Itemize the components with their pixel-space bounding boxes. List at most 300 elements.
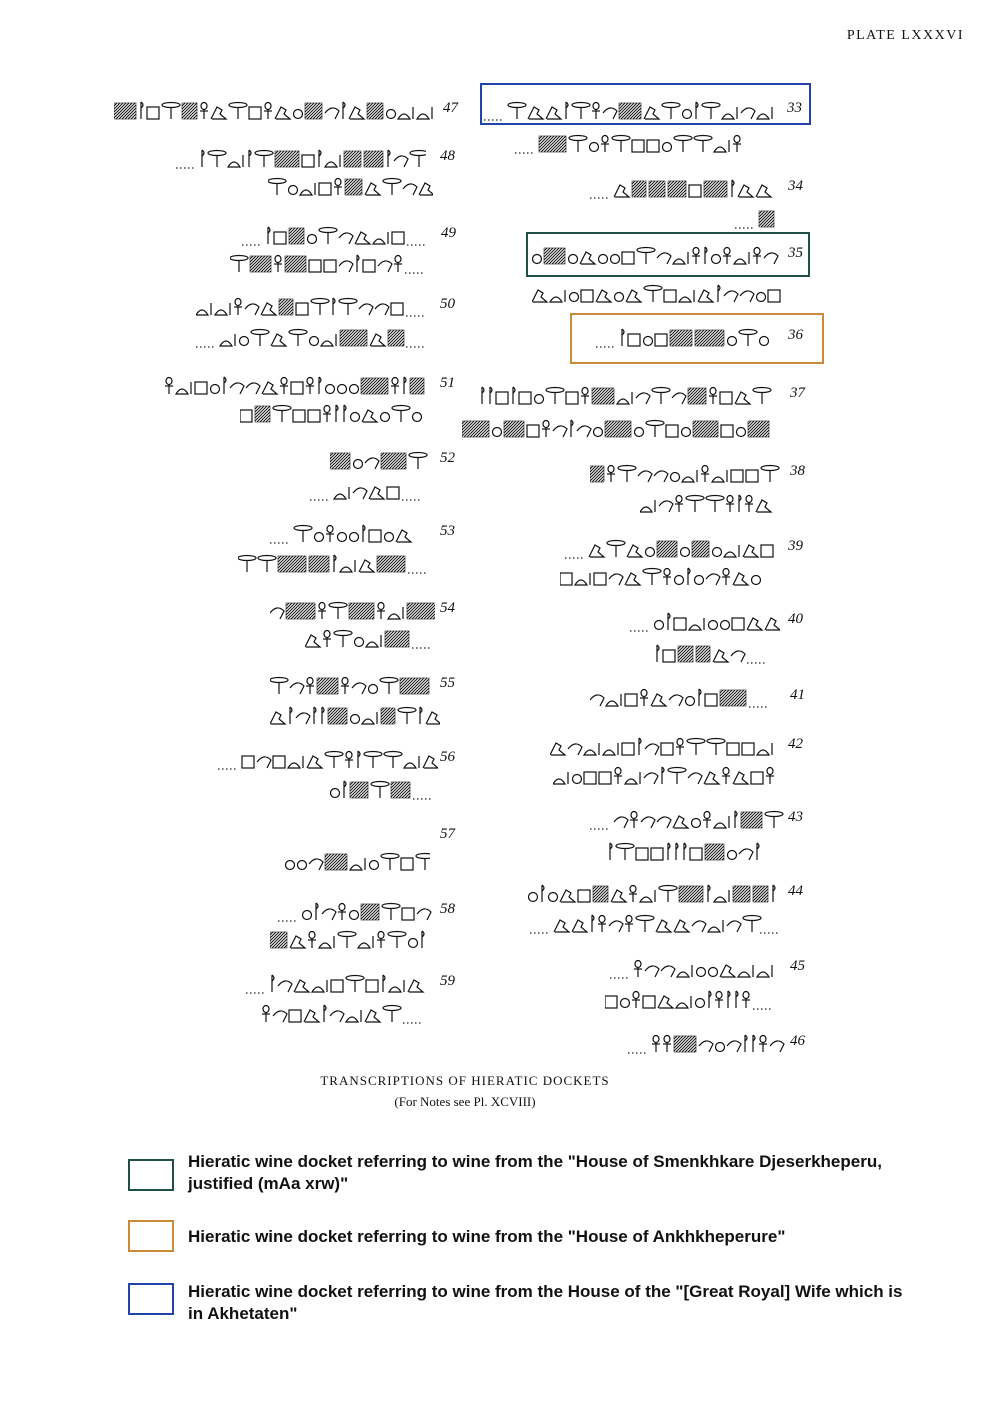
- docket-glyph-line: [176, 145, 426, 171]
- hieroglyph-stroke: [679, 886, 685, 892]
- hieroglyph-stroke: [337, 693, 338, 694]
- hieroglyph-stroke: [317, 678, 332, 693]
- hieroglyph-stroke: [504, 421, 519, 436]
- hieroglyph-stroke: [633, 992, 639, 999]
- hieroglyph-stroke: [285, 256, 288, 259]
- hieroglyph-stroke: [391, 782, 406, 797]
- hieroglyph-stroke: [659, 886, 677, 891]
- hieroglyph-stroke: [743, 545, 758, 557]
- hieroglyph-stroke: [705, 844, 720, 859]
- hieroglyph-stroke: [367, 103, 370, 106]
- hieroglyph-stroke: [699, 1041, 713, 1052]
- hieroglyph-stroke: [590, 695, 604, 706]
- hieroglyph-stroke: [372, 156, 383, 167]
- hieroglyph-stroke: [693, 421, 699, 427]
- hieroglyph-stroke: [672, 393, 686, 404]
- docket-glyph-line: [268, 173, 433, 199]
- hieroglyph-stroke: [125, 108, 136, 119]
- hieroglyph-stroke: [632, 181, 638, 187]
- hieroglyph-stroke: [708, 927, 720, 932]
- hieroglyph-svg: [655, 640, 775, 666]
- hieroglyph-stroke: [345, 179, 362, 195]
- hieroglyph-stroke: [407, 603, 410, 606]
- hieroglyph-stroke: [385, 631, 388, 634]
- docket-number: 54: [440, 600, 455, 616]
- hieroglyph-stroke: [389, 718, 395, 724]
- hieroglyph-stroke: [589, 545, 604, 557]
- hieroglyph-stroke: [668, 181, 671, 184]
- hieroglyph-stroke: [294, 980, 309, 992]
- hieroglyph-stroke: [289, 1010, 301, 1022]
- hieroglyph-stroke: [419, 183, 433, 195]
- hieroglyph-stroke: [664, 290, 676, 302]
- hieroglyph-stroke: [636, 848, 648, 860]
- hieroglyph-stroke: [333, 856, 347, 870]
- hieroglyph-svg: [480, 382, 780, 408]
- hieroglyph-stroke: [757, 293, 766, 302]
- hieroglyph-stroke: [767, 901, 768, 902]
- hieroglyph-stroke: [569, 136, 587, 141]
- hieroglyph-stroke: [696, 646, 699, 649]
- hieroglyph-stroke: [697, 968, 706, 977]
- hieroglyph-stroke: [737, 428, 746, 437]
- hieroglyph-stroke: [705, 844, 711, 850]
- hieroglyph-stroke: [676, 1003, 688, 1008]
- hieroglyph-stroke: [381, 708, 384, 711]
- hieroglyph-stroke: [529, 893, 538, 902]
- hieroglyph-stroke: [759, 211, 765, 217]
- hieroglyph-stroke: [327, 526, 333, 533]
- hieroglyph-stroke: [720, 965, 735, 977]
- hieroglyph-stroke: [380, 678, 398, 683]
- docket-glyph-line: [330, 776, 440, 802]
- docket-glyph-line: [532, 280, 782, 306]
- plate-label: PLATE LXXXVI: [846, 28, 964, 43]
- hieroglyph-stroke: [731, 691, 746, 706]
- hieroglyph-stroke: [716, 1043, 725, 1052]
- hieroglyph-svg: [330, 447, 435, 473]
- hieroglyph-stroke: [603, 393, 614, 404]
- hieroglyph-stroke: [698, 290, 713, 302]
- hieroglyph-stroke: [410, 379, 424, 393]
- hieroglyph-stroke: [255, 406, 270, 421]
- hieroglyph-svg: [240, 400, 435, 426]
- hieroglyph-stroke: [674, 1036, 680, 1042]
- hieroglyph-stroke: [674, 920, 689, 932]
- hieroglyph-svg: [196, 324, 426, 350]
- hieroglyph-stroke: [279, 299, 282, 302]
- docket-number: 40: [788, 611, 803, 627]
- hieroglyph-stroke: [377, 556, 383, 562]
- hieroglyph-stroke: [298, 861, 307, 870]
- docket-glyph-line: [610, 955, 785, 981]
- hieroglyph-stroke: [703, 551, 709, 557]
- hieroglyph-stroke: [423, 756, 438, 768]
- hieroglyph-stroke: [518, 431, 524, 437]
- hieroglyph-stroke: [549, 893, 558, 902]
- hieroglyph-svg: [114, 97, 444, 123]
- hieroglyph-stroke: [392, 455, 406, 469]
- hieroglyph-stroke: [166, 378, 172, 385]
- hieroglyph-stroke: [346, 1017, 358, 1022]
- hieroglyph-stroke: [242, 756, 254, 768]
- hieroglyph-stroke: [692, 541, 707, 556]
- docket-glyph-line: [270, 672, 435, 698]
- hieroglyph-stroke: [662, 542, 677, 557]
- docket-number: 59: [440, 973, 455, 989]
- hieroglyph-svg: [590, 175, 780, 201]
- docket-glyph-line: [735, 205, 780, 231]
- hieroglyph-stroke: [401, 858, 413, 870]
- hieroglyph-stroke: [274, 232, 286, 244]
- hieroglyph-stroke: [692, 541, 695, 544]
- hieroglyph-stroke: [240, 337, 249, 346]
- docket-number: 34: [788, 178, 803, 194]
- hieroglyph-stroke: [388, 330, 403, 345]
- hieroglyph-stroke: [761, 827, 762, 828]
- hieroglyph-stroke: [761, 466, 779, 471]
- hieroglyph-stroke: [609, 574, 623, 585]
- hieroglyph-stroke: [706, 554, 709, 557]
- hieroglyph-stroke: [289, 228, 295, 234]
- hieroglyph-stroke: [695, 576, 704, 585]
- hieroglyph-svg: [640, 490, 780, 516]
- hieroglyph-svg: [735, 205, 780, 231]
- hieroglyph-stroke: [753, 886, 759, 892]
- hieroglyph-stroke: [270, 678, 288, 683]
- hieroglyph-stroke: [713, 548, 722, 557]
- hieroglyph-stroke: [657, 541, 672, 556]
- hieroglyph-stroke: [751, 772, 763, 784]
- hieroglyph-stroke: [504, 421, 507, 424]
- hieroglyph-stroke: [744, 896, 750, 902]
- hieroglyph-stroke: [362, 719, 374, 724]
- docket-glyph-line: [262, 1000, 432, 1026]
- hieroglyph-stroke: [593, 886, 596, 889]
- hieroglyph-stroke: [388, 614, 400, 619]
- hieroglyph-stroke: [676, 496, 682, 503]
- hieroglyph-stroke: [305, 635, 320, 647]
- hieroglyph-stroke: [278, 556, 281, 559]
- hieroglyph-stroke: [378, 919, 379, 920]
- hieroglyph-stroke: [603, 750, 615, 755]
- hieroglyph-stroke: [752, 576, 761, 585]
- hieroglyph-stroke: [344, 151, 347, 154]
- hieroglyph-stroke: [721, 425, 733, 437]
- hieroglyph-stroke: [594, 573, 606, 585]
- docket-number: 55: [440, 675, 455, 691]
- hieroglyph-stroke: [381, 413, 390, 422]
- hieroglyph-stroke: [356, 189, 362, 195]
- hieroglyph-stroke: [246, 383, 260, 394]
- hieroglyph-stroke: [300, 190, 312, 195]
- hieroglyph-stroke: [384, 752, 402, 757]
- hieroglyph-stroke: [350, 911, 359, 920]
- hieroglyph-stroke: [759, 211, 762, 214]
- highlight-box-orange: [570, 313, 824, 364]
- hieroglyph-stroke: [727, 743, 739, 755]
- hieroglyph-stroke: [731, 651, 745, 662]
- hieroglyph-stroke: [335, 454, 350, 469]
- hieroglyph-stroke: [350, 782, 365, 797]
- hieroglyph-stroke: [289, 186, 298, 195]
- hieroglyph-stroke: [308, 235, 317, 244]
- hieroglyph-stroke: [578, 890, 590, 902]
- hieroglyph-stroke: [238, 556, 256, 561]
- hieroglyph-stroke: [340, 330, 343, 333]
- hieroglyph-stroke: [400, 678, 415, 693]
- docket-number: 42: [788, 736, 803, 752]
- hieroglyph-stroke: [340, 567, 352, 572]
- hieroglyph-stroke: [713, 849, 724, 860]
- hieroglyph-stroke: [346, 152, 361, 167]
- hieroglyph-stroke: [275, 151, 281, 157]
- hieroglyph-stroke: [338, 932, 356, 937]
- hieroglyph-stroke: [395, 256, 401, 263]
- hieroglyph-stroke: [396, 784, 410, 798]
- hieroglyph-stroke: [309, 613, 315, 619]
- hieroglyph-stroke: [756, 500, 771, 512]
- docket-glyph-line: [196, 324, 426, 350]
- hieroglyph-stroke: [409, 939, 418, 948]
- hieroglyph-stroke: [408, 646, 409, 647]
- hieroglyph-stroke: [649, 181, 664, 196]
- hieroglyph-stroke: [305, 103, 322, 119]
- hieroglyph-stroke: [602, 136, 608, 143]
- docket-glyph-line: [628, 1030, 788, 1056]
- hieroglyph-stroke: [370, 861, 379, 870]
- highlight-box-green: [526, 232, 810, 277]
- hieroglyph-stroke: [727, 921, 741, 932]
- hieroglyph-stroke: [285, 256, 300, 271]
- hieroglyph-stroke: [364, 151, 367, 154]
- hieroglyph-stroke: [377, 556, 380, 559]
- hieroglyph-stroke: [330, 453, 336, 459]
- hieroglyph-stroke: [309, 260, 321, 272]
- legend-swatch-blue: [128, 1283, 174, 1315]
- hieroglyph-stroke: [734, 136, 740, 143]
- hieroglyph-stroke: [211, 107, 226, 119]
- hieroglyph-svg: [630, 608, 780, 634]
- docket-number: 58: [440, 901, 455, 917]
- hieroglyph-stroke: [767, 768, 773, 775]
- hieroglyph-stroke: [208, 151, 226, 156]
- hieroglyph-stroke: [679, 886, 682, 889]
- hieroglyph-stroke: [641, 690, 647, 697]
- hieroglyph-stroke: [344, 151, 359, 166]
- hieroglyph-stroke: [593, 886, 608, 901]
- hieroglyph-stroke: [770, 1041, 784, 1052]
- hieroglyph-svg: [532, 280, 782, 306]
- hieroglyph-stroke: [359, 192, 362, 195]
- hieroglyph-stroke: [270, 932, 276, 938]
- hieroglyph-stroke: [330, 453, 333, 456]
- hieroglyph-stroke: [705, 844, 708, 847]
- hieroglyph-stroke: [688, 388, 703, 403]
- hieroglyph-stroke: [366, 642, 378, 647]
- hieroglyph-stroke: [740, 291, 754, 302]
- hieroglyph-stroke: [396, 530, 411, 542]
- hieroglyph-stroke: [702, 466, 708, 473]
- hieroglyph-stroke: [625, 779, 637, 784]
- hieroglyph-stroke: [258, 556, 276, 561]
- hieroglyph-stroke: [577, 426, 591, 437]
- hieroglyph-stroke: [324, 631, 330, 638]
- hieroglyph-stroke: [310, 337, 319, 346]
- hieroglyph-stroke: [521, 434, 524, 437]
- hieroglyph-stroke: [338, 533, 347, 542]
- hieroglyph-stroke: [741, 812, 747, 818]
- hieroglyph-stroke: [663, 143, 672, 152]
- hieroglyph-stroke: [649, 181, 652, 184]
- hieroglyph-stroke: [328, 708, 331, 711]
- hieroglyph-svg: [550, 733, 785, 759]
- hieroglyph-stroke: [365, 458, 379, 469]
- hieroglyph-stroke: [599, 916, 605, 923]
- hieroglyph-stroke: [426, 712, 440, 724]
- hieroglyph-stroke: [606, 701, 618, 706]
- hieroglyph-stroke: [646, 548, 655, 557]
- hieroglyph-svg: [268, 173, 433, 199]
- docket-glyph-line: [270, 597, 435, 623]
- hieroglyph-stroke: [768, 290, 780, 302]
- hieroglyph-stroke: [635, 428, 644, 437]
- hieroglyph-svg: [218, 746, 438, 772]
- hieroglyph-stroke: [661, 966, 675, 977]
- hieroglyph-svg: [608, 838, 773, 864]
- hieroglyph-stroke: [275, 151, 290, 166]
- hieroglyph-stroke: [295, 561, 306, 572]
- hieroglyph-stroke: [679, 886, 694, 901]
- hieroglyph-stroke: [688, 773, 702, 784]
- docket-glyph-line: [605, 986, 775, 1012]
- hieroglyph-stroke: [663, 650, 675, 662]
- hieroglyph-stroke: [765, 618, 780, 630]
- hieroglyph-stroke: [705, 403, 706, 404]
- hieroglyph-stroke: [387, 487, 399, 499]
- hieroglyph-stroke: [308, 410, 320, 422]
- hieroglyph-stroke: [674, 554, 677, 557]
- hieroglyph-svg: [553, 762, 783, 788]
- hieroglyph-stroke: [324, 260, 336, 272]
- hieroglyph-stroke: [765, 812, 783, 817]
- hieroglyph-stroke: [255, 406, 261, 412]
- hieroglyph-svg: [270, 926, 440, 952]
- hieroglyph-stroke: [679, 297, 691, 302]
- legend-item-blue: [128, 1281, 908, 1325]
- hieroglyph-stroke: [325, 854, 328, 857]
- hieroglyph-stroke: [389, 987, 401, 992]
- hieroglyph-stroke: [391, 782, 397, 788]
- hieroglyph-stroke: [714, 147, 726, 152]
- hieroglyph-stroke: [317, 678, 320, 681]
- hieroglyph-stroke: [746, 470, 758, 482]
- hieroglyph-stroke: [746, 496, 752, 503]
- hieroglyph-stroke: [250, 256, 256, 262]
- hieroglyph-svg: [330, 776, 440, 802]
- hieroglyph-stroke: [657, 541, 663, 547]
- hieroglyph-stroke: [369, 487, 384, 499]
- hieroglyph-stroke: [686, 697, 695, 706]
- hieroglyph-stroke: [339, 261, 353, 272]
- hieroglyph-stroke: [358, 943, 370, 948]
- hieroglyph-stroke: [324, 406, 330, 413]
- docket-number: 37: [790, 385, 805, 401]
- hieroglyph-stroke: [560, 890, 575, 902]
- hieroglyph-svg: [528, 880, 788, 906]
- hieroglyph-stroke: [598, 476, 604, 482]
- hieroglyph-stroke: [296, 713, 310, 724]
- hieroglyph-stroke: [669, 695, 683, 706]
- docket-glyph-line: [165, 372, 430, 398]
- hieroglyph-stroke: [370, 334, 385, 346]
- hieroglyph-stroke: [421, 391, 424, 394]
- hieroglyph-stroke: [385, 533, 394, 542]
- hieroglyph-stroke: [550, 297, 562, 302]
- hieroglyph-stroke: [757, 972, 769, 977]
- hieroglyph-stroke: [609, 921, 623, 932]
- hieroglyph-stroke: [692, 819, 701, 828]
- hieroglyph-stroke: [281, 378, 287, 385]
- hieroglyph-stroke: [616, 844, 634, 849]
- hieroglyph-stroke: [255, 151, 273, 156]
- hieroglyph-stroke: [615, 768, 621, 775]
- hieroglyph-stroke: [353, 488, 367, 499]
- hieroglyph-stroke: [632, 181, 635, 184]
- hieroglyph-stroke: [262, 382, 277, 394]
- hieroglyph-stroke: [704, 181, 719, 196]
- hieroglyph-stroke: [689, 625, 701, 630]
- hieroglyph-svg: [515, 130, 750, 156]
- hieroglyph-stroke: [290, 936, 305, 948]
- hieroglyph-stroke: [590, 143, 599, 152]
- docket-number: 50: [440, 296, 455, 312]
- hieroglyph-stroke: [696, 647, 710, 661]
- hieroglyph-stroke: [316, 113, 322, 119]
- hieroglyph-svg: [610, 955, 785, 981]
- hieroglyph-stroke: [385, 631, 391, 637]
- hieroglyph-stroke: [686, 496, 704, 501]
- hieroglyph-stroke: [651, 183, 665, 197]
- hieroglyph-stroke: [407, 603, 422, 618]
- docket-glyph-line: [630, 608, 780, 634]
- hieroglyph-stroke: [290, 312, 293, 315]
- hieroglyph-stroke: [682, 1038, 696, 1052]
- hieroglyph-stroke: [632, 182, 646, 196]
- docket-glyph-line: [230, 250, 435, 276]
- hieroglyph-stroke: [394, 561, 405, 572]
- hieroglyph-stroke: [322, 909, 336, 920]
- hieroglyph-stroke: [554, 920, 569, 932]
- hieroglyph-stroke: [319, 116, 322, 119]
- docket-number: 53: [440, 523, 455, 539]
- hieroglyph-stroke: [312, 987, 324, 992]
- hieroglyph-stroke: [249, 107, 261, 119]
- hieroglyph-stroke: [652, 388, 670, 393]
- hieroglyph-stroke: [345, 179, 351, 185]
- hieroglyph-stroke: [605, 421, 611, 427]
- hieroglyph-stroke: [607, 901, 608, 902]
- hieroglyph-stroke: [369, 530, 381, 542]
- hieroglyph-stroke: [753, 886, 768, 901]
- hieroglyph-stroke: [692, 921, 706, 932]
- hieroglyph-stroke: [336, 859, 347, 870]
- hieroglyph-stroke: [350, 782, 356, 788]
- hieroglyph-stroke: [414, 679, 429, 694]
- hieroglyph-stroke: [319, 183, 331, 195]
- hieroglyph-stroke: [114, 103, 120, 109]
- hieroglyph-stroke: [582, 388, 588, 395]
